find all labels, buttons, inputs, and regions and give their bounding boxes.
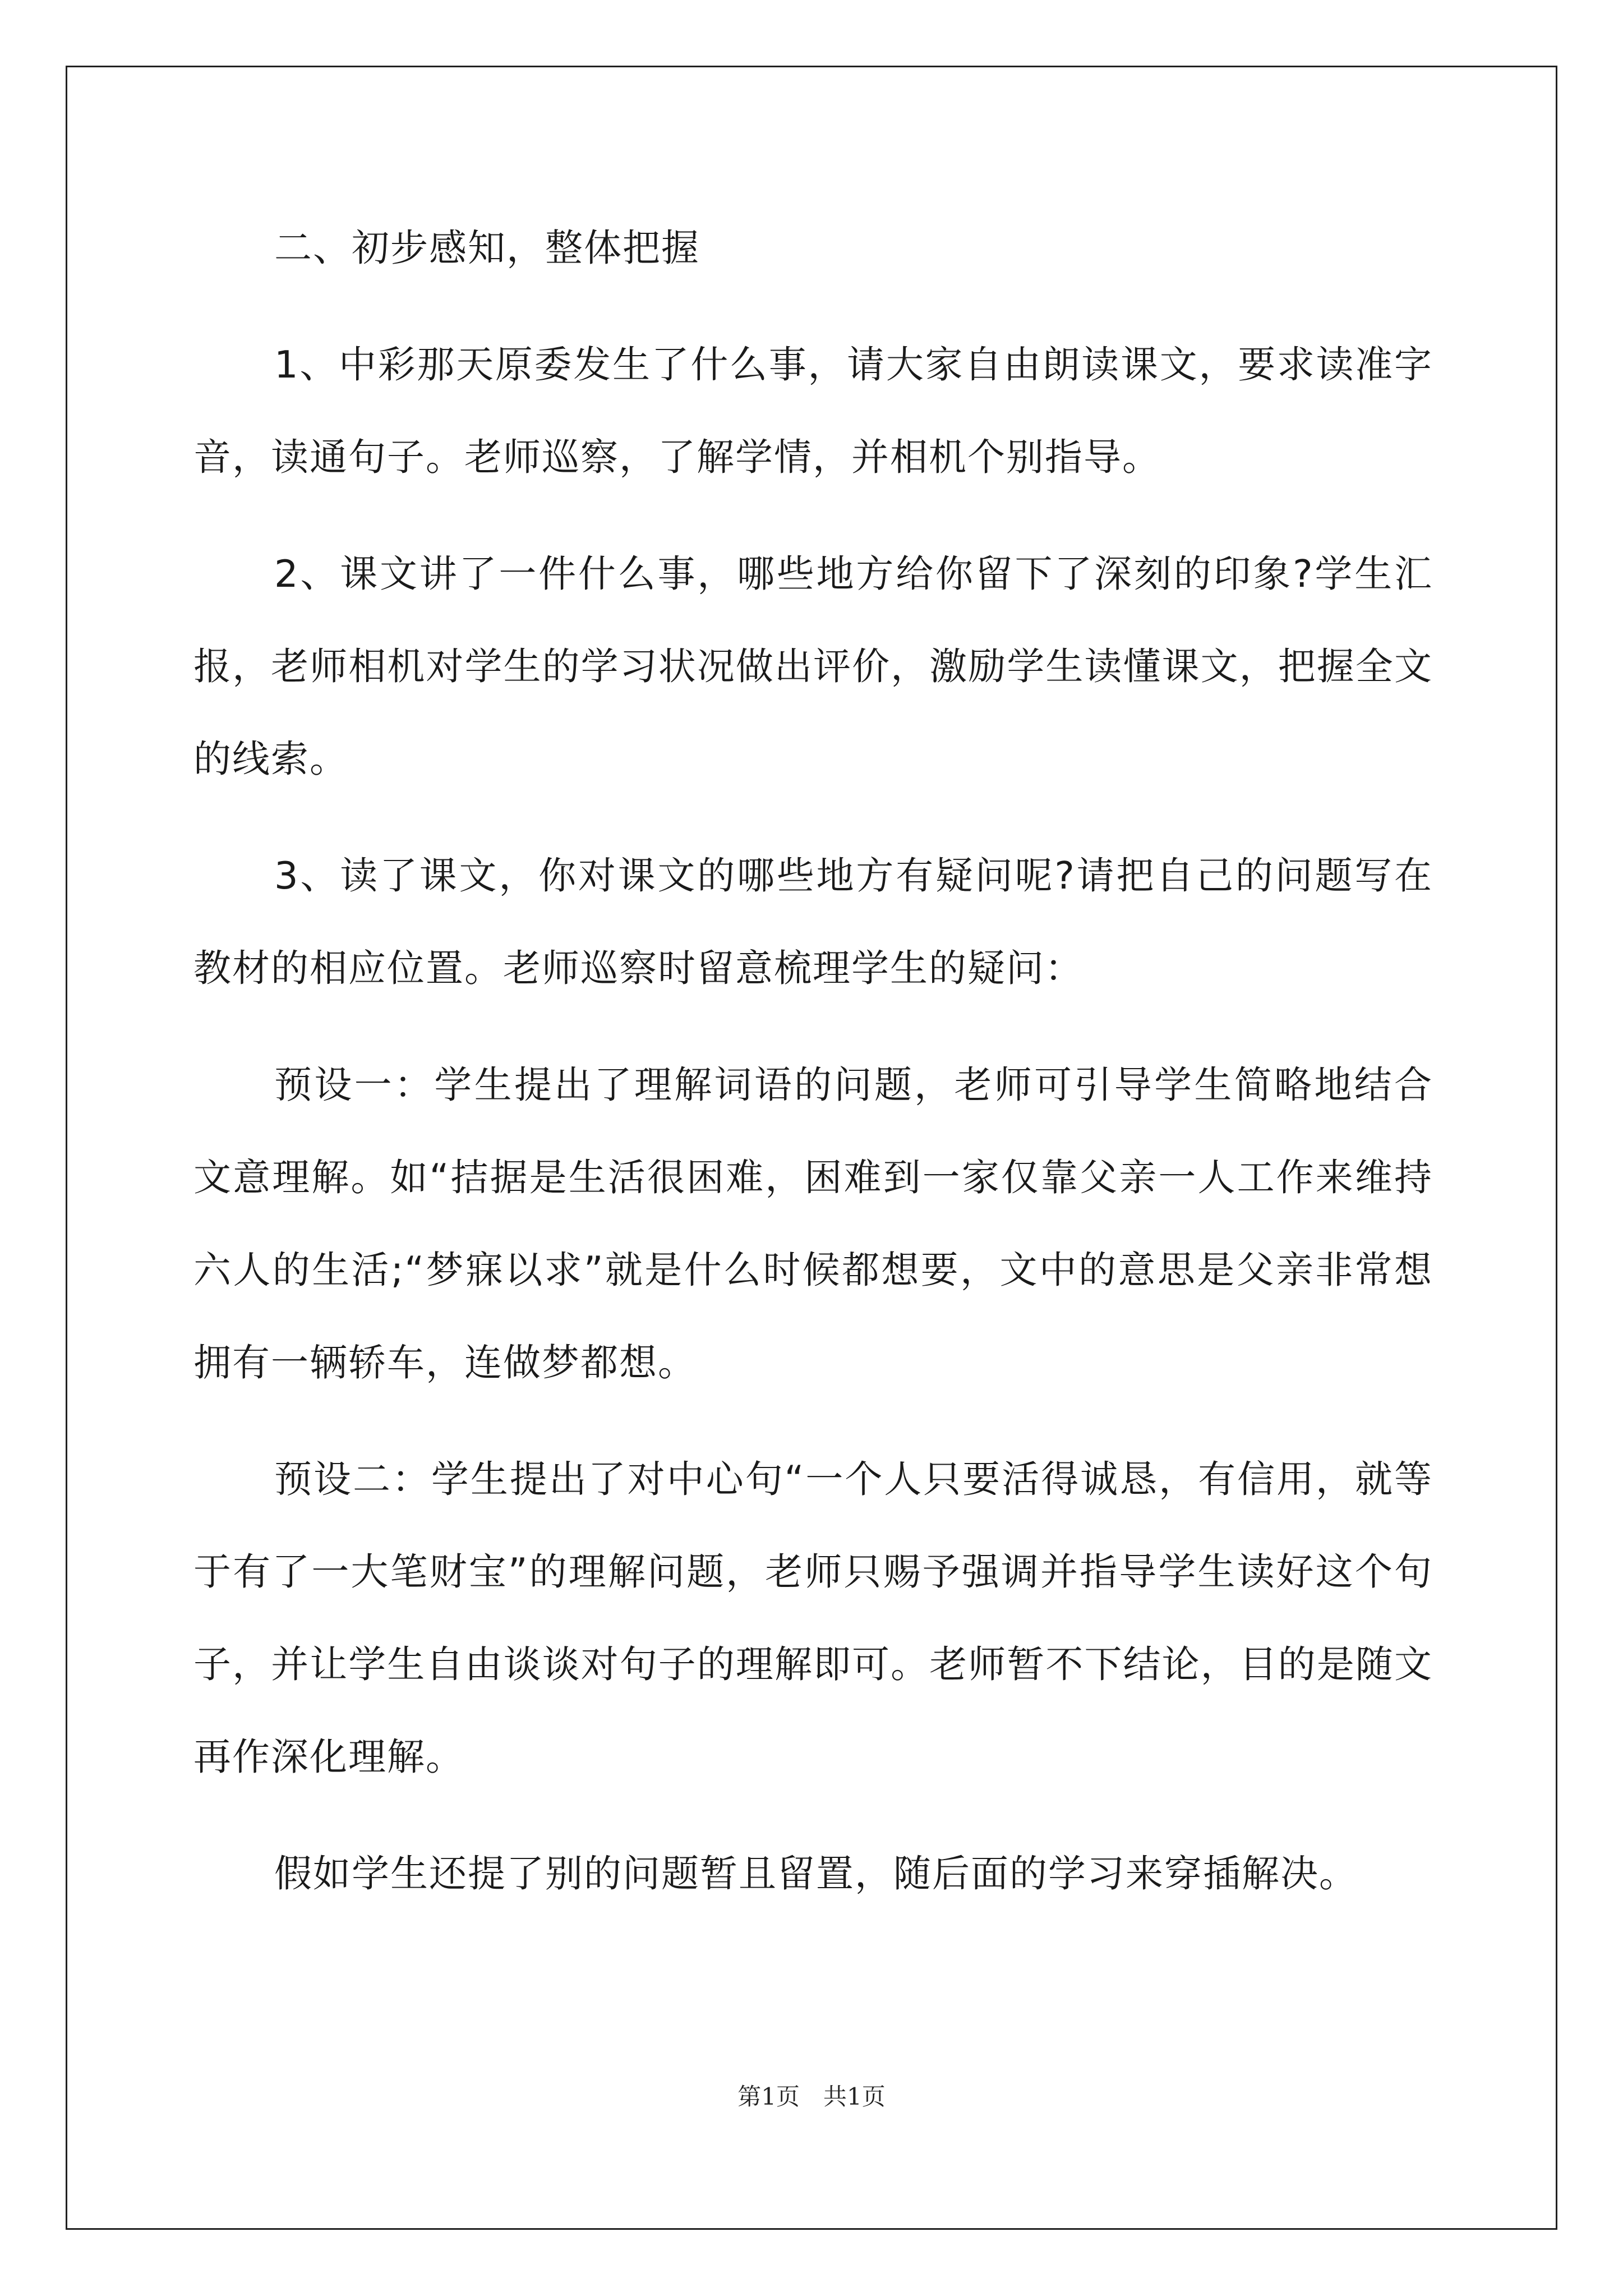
paragraph-closing: 假如学生还提了别的问题暂且留置，随后面的学习来穿插解决。 (274, 1852, 1358, 1895)
section-heading: 二、初步感知，整体把握 (274, 226, 700, 270)
document-body (193, 202, 1433, 1920)
paragraph-step-2: 2、课文讲了一件什么事，哪些地方给你留下了深刻的印象?学生汇报，老师相机对学生的学习状况做出评价，激励学生读懂课文，把握全文的线索。 (193, 552, 1433, 781)
paragraph-preset-1: 预设一：学生提出了理解词语的问题，老师可引导学生简略地结合文意理解。如“拮据是生活很困难，困难到一家仅靠父亲一人工作来维持六人的生活;“梦寐以求”就是什么时候都想要，文中的意思是父亲非常想拥有一辆轿车，连做梦都想。 (193, 1063, 1433, 1384)
paragraph-step-1: 1、中彩那天原委发生了什么事，请大家自由朗读课文，要求读准字音，读通句子。老师巡察，了解学情，并相机个别指导。 (193, 343, 1433, 479)
paragraph-preset-2: 预设二：学生提出了对中心句“一个人只要活得诚恳，有信用，就等于有了一大笔财宝”的理解问题，老师只赐予强调并指导学生读好这个句子，并让学生自由谈谈对句子的理解即可。老师暂不下结论，目的是随文再作深化理解。 (193, 1457, 1433, 1779)
page-number-footer: 第1页 共1页 (737, 2083, 886, 2110)
paragraph-step-3: 3、读了课文，你对课文的哪些地方有疑问呢?请把自己的问题写在教材的相应位置。老师巡察时留意梳理学生的疑问： (193, 854, 1433, 990)
